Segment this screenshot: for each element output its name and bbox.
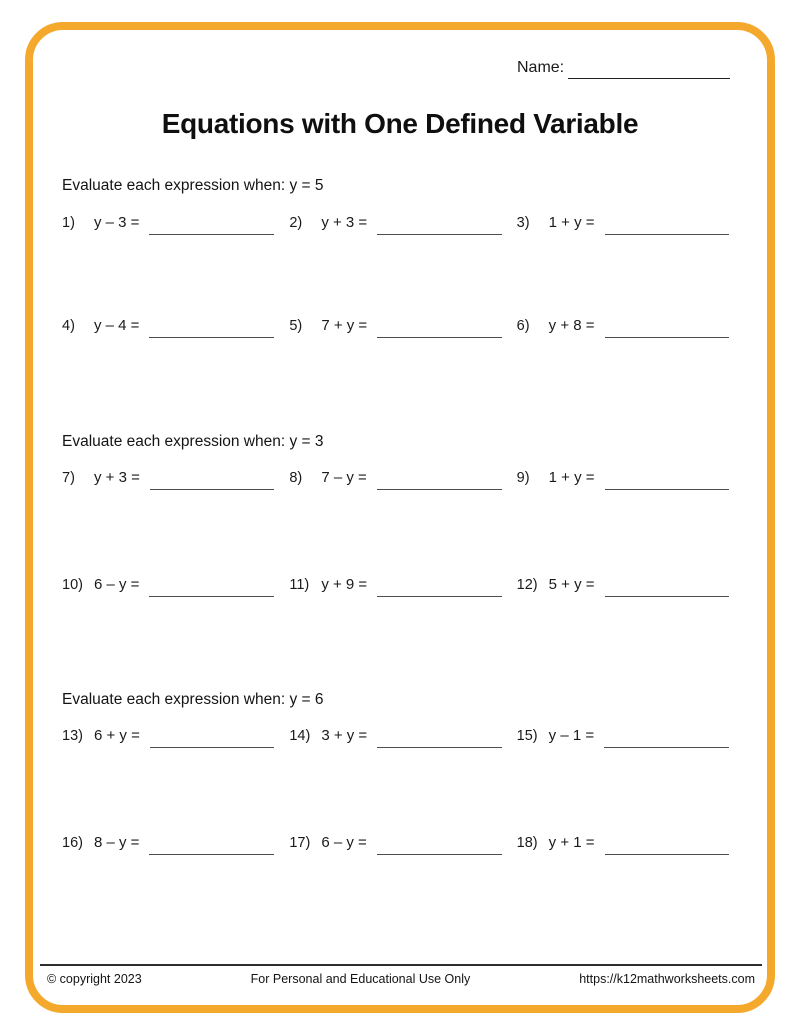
answer-blank-line <box>149 853 274 855</box>
problem-number: 9) <box>516 470 530 486</box>
problem-7 <box>62 464 289 490</box>
problem-number: 13) <box>62 728 83 744</box>
footer-website-url: https://k12mathworksheets.com <box>579 972 755 986</box>
problem-number: 1) <box>62 215 75 231</box>
answer-blank-line <box>149 595 274 597</box>
footer <box>47 972 755 986</box>
footer-divider <box>40 964 762 966</box>
problem-expression: y + 8 = <box>548 317 595 334</box>
footer-usage-note: For Personal and Educational Use Only <box>250 972 471 986</box>
problem-expression: 1 + y = <box>548 469 595 486</box>
name-blank-line <box>568 61 730 79</box>
name-field-row <box>517 59 730 79</box>
problem-expression: 7 + y = <box>321 317 368 334</box>
problem-6 <box>517 312 744 338</box>
problem-number: 11) <box>289 577 310 593</box>
problem-expression: 1 + y = <box>548 214 595 231</box>
problem-1 <box>62 209 289 235</box>
problem-expression: y – 4 = <box>94 317 140 334</box>
problem-expression: y + 9 = <box>321 576 368 593</box>
problem-row-1 <box>62 209 744 235</box>
answer-blank-line <box>150 488 274 490</box>
problem-number: 15) <box>516 728 538 744</box>
problem-16 <box>62 829 289 855</box>
problem-expression: 6 – y = <box>94 576 140 593</box>
answer-blank-line <box>377 233 501 235</box>
problem-5 <box>289 312 516 338</box>
answer-blank-line <box>605 233 729 235</box>
answer-blank-line <box>377 746 501 748</box>
name-label: Name: <box>517 59 565 76</box>
problem-13 <box>62 722 289 748</box>
answer-blank-line <box>149 336 274 338</box>
answer-blank-line <box>377 853 502 855</box>
problem-number: 17) <box>289 835 311 851</box>
problem-10 <box>62 571 289 597</box>
problem-expression: 5 + y = <box>548 576 595 593</box>
problem-number: 8) <box>289 470 303 486</box>
problem-18 <box>517 829 744 855</box>
problem-number: 4) <box>62 318 75 334</box>
problem-expression: 8 – y = <box>94 834 140 851</box>
problem-expression: y – 1 = <box>548 727 595 744</box>
problem-expression: 3 + y = <box>321 727 368 744</box>
answer-blank-line <box>149 233 274 235</box>
section-1-instruction: Evaluate each expression when: y = 5 <box>62 177 324 194</box>
answer-blank-line <box>605 488 729 490</box>
problem-15 <box>517 722 744 748</box>
answer-blank-line <box>604 746 729 748</box>
problem-12 <box>517 571 744 597</box>
problem-4 <box>62 312 289 338</box>
problem-2 <box>289 209 516 235</box>
page-title: Equations with One Defined Variable <box>161 108 639 139</box>
answer-blank-line <box>150 746 274 748</box>
problem-expression: y – 3 = <box>94 214 140 231</box>
answer-blank-line <box>377 595 501 597</box>
problem-8 <box>289 464 516 490</box>
problem-row-4 <box>62 571 744 597</box>
problem-number: 16) <box>62 835 83 851</box>
footer-copyright: © copyright 2023 <box>47 972 142 986</box>
problem-9 <box>517 464 744 490</box>
section-2-instruction: Evaluate each expression when: y = 3 <box>62 433 324 450</box>
problem-expression: y + 1 = <box>548 834 595 851</box>
problem-number: 7) <box>62 470 75 486</box>
problem-number: 10) <box>62 577 83 593</box>
problem-number: 2) <box>289 215 303 231</box>
answer-blank-line <box>377 336 501 338</box>
answer-blank-line <box>605 853 729 855</box>
problem-row-2 <box>62 312 744 338</box>
problem-number: 12) <box>516 577 538 593</box>
problem-17 <box>289 829 516 855</box>
answer-blank-line <box>605 336 729 338</box>
problem-14 <box>289 722 516 748</box>
decorative-border-frame <box>25 22 775 1013</box>
problem-number: 14) <box>289 728 311 744</box>
problem-number: 3) <box>516 215 530 231</box>
problem-number: 18) <box>516 835 538 851</box>
problem-row-5 <box>62 722 744 748</box>
problem-expression: 6 + y = <box>94 727 140 744</box>
problem-11 <box>289 571 516 597</box>
problem-expression: y + 3 = <box>321 214 368 231</box>
problem-expression: 7 – y = <box>321 469 367 486</box>
problem-number: 6) <box>516 318 530 334</box>
problem-row-3 <box>62 464 744 490</box>
problem-expression: y + 3 = <box>94 469 140 486</box>
problem-expression: 6 – y = <box>321 834 367 851</box>
problem-3 <box>517 209 744 235</box>
answer-blank-line <box>605 595 729 597</box>
problem-number: 5) <box>289 318 303 334</box>
problem-row-6 <box>62 829 744 855</box>
answer-blank-line <box>377 488 502 490</box>
section-3-instruction: Evaluate each expression when: y = 6 <box>62 691 324 708</box>
